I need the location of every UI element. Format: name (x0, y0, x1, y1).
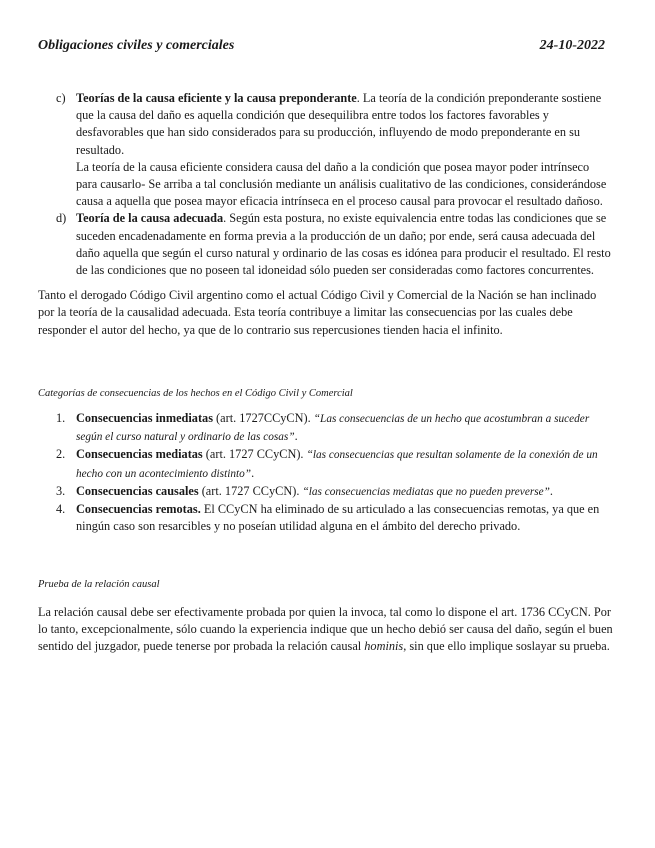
consequences-list (38, 410, 613, 536)
list-marker: d) (56, 211, 67, 226)
header-title: Obligaciones civiles y comerciales (38, 38, 235, 53)
list-marker: 1. (56, 411, 66, 426)
theory-c-title: Teorías de la causa eficiente y la causa preponderante (76, 91, 357, 105)
paragraph-prueba: La relación causal debe ser efectivamente probada por quien la invoca, tal como lo dispone el art. 1736 CCyCN. Por lo tanto, excepcionalmente, sólo cuando la experiencia indique que un hecho debió ser causa del daño, según el buen sentido del juzgador, puede tenerse por probada la relación causal hominis, sin que ello implique soslayar su prueba. (38, 604, 613, 654)
list-marker: 2. (56, 447, 66, 462)
list-marker: 4. (56, 502, 66, 517)
theory-c-text-2: La teoría de la causa eficiente considera causa del daño a la condición que posea mayor poder intrínseco para causarlo- Se arriba a tal conclusión mediante un análisis cualitativo de las condiciones, considerándose causa a aquella que posea mayor eficacia intrínseca en el proceso causal para provocar el resultado dañoso. (76, 159, 607, 209)
list-item: 2. Consecuencias mediatas (art. 1727 CCyCN). “las consecuencias que resultan solamente de la conexión de un hecho con un acontecimiento distinto”. (56, 447, 598, 480)
header-date: 24-10-2022 (539, 38, 605, 53)
section-title-prueba: Prueba de la relación causal (38, 579, 160, 591)
theory-d-title: Teoría de la causa adecuada (76, 211, 224, 226)
list-marker: c) (56, 91, 66, 105)
document-body (38, 90, 613, 655)
list-item: 1. Consecuencias inmediatas (art. 1727CCyCN). “Las consecuencias de un hecho que acostumbran a suceder según el curso natural y ordinario de las cosas”. (56, 411, 590, 444)
italic-hominis: hominis (364, 639, 404, 654)
list-marker: 3. (56, 483, 66, 498)
list-item: 4. Consecuencias remotas. El CCyCN ha eliminado de su articulado a las consecuencias remotas, ya que en ningún caso son resarcibles y no poseían utilidad alguna en el ámbito del derecho privado. (56, 502, 600, 534)
section-title-consecuencias: Categorías de consecuencias de los hechos en el Código Civil y Comercial (38, 387, 353, 399)
list-item (38, 90, 613, 210)
list-item: 3. Consecuencias causales (art. 1727 CCyCN). “las consecuencias mediatas que no pueden preverse”. (38, 483, 613, 501)
paragraph-causalidad: Tanto el derogado Código Civil argentino como el actual Código Civil y Comercial de la Nación se han inclinado por la teoría de la causalidad adecuada. Esta teoría contribuye a limitar las consecuencias por las cuales debe responder el autor del hecho, ya que de lo contrario sus repercusiones tienden hacia el infinito. (38, 288, 597, 337)
theory-list (38, 90, 613, 279)
list-item (38, 210, 613, 279)
theory-d-text: Teoría de la causa adecuada. Según esta postura, no existe equivalencia entre todas las condiciones que se suceden encadenadamente en forma previa a la producción de un daño; por ende, será causa adecuada del daño aquella que según el curso natural y ordinario de las cosas es idónea para producir el resultado. El resto de las condiciones que no poseen tal idoneidad sólo pueden ser consideradas como factores concurrentes. (76, 211, 611, 278)
theory-c-text: Teorías de la causa eficiente y la causa preponderante. La teoría de la condición preponderante sostiene que la causa del daño es aquella condición que desequilibra entre todos los factores favorables y desfavorables que han sido considerados para su producción, influyendo de modo preponderante en su resultado. (76, 91, 602, 157)
page-header (38, 38, 605, 58)
